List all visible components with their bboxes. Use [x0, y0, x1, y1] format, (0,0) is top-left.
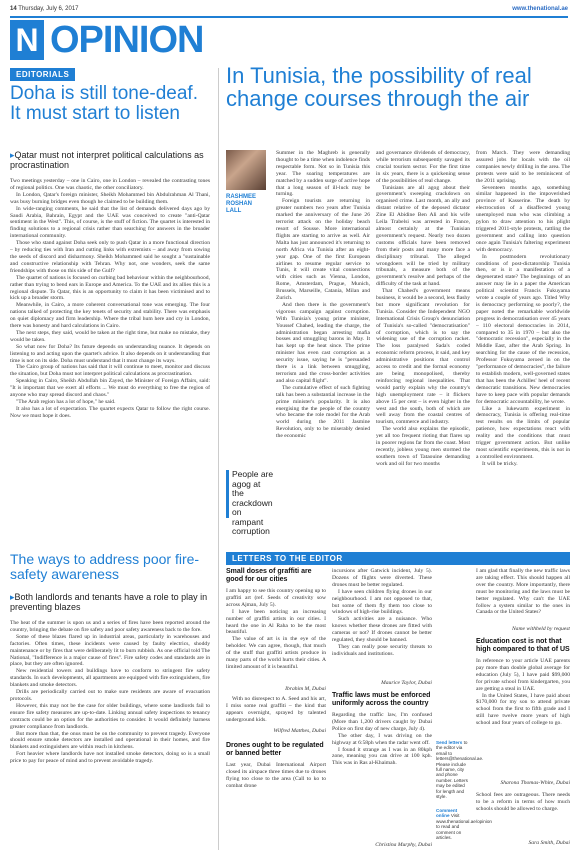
- author-photo: [226, 150, 266, 190]
- editorial-body: [10, 178, 210, 430]
- paragraph: So what now for Doha? Its future depends on understanding nuance. It depends on listening to and acting upon the quartet's advice. It also depends on it understanding that time is not on its side. Doha must understand that it must change its ways.: [10, 343, 210, 364]
- letter-signature: Sharona Thomas-White, Dubai: [500, 780, 570, 786]
- editorial2-standfirst-text: Both landlords and tenants have a role to play in preventing blazes: [10, 592, 208, 613]
- letter-body: [476, 658, 570, 778]
- paragraph: I am happy to see this country opening up to graffiti art (ref. Seeds of creativity sow across Ajman, July 5).: [226, 588, 326, 608]
- paragraph: The quartet of nations is focused on curbing bad behaviour within the neighbourhood, rather than trying to bend ears in Europe and America. To the UAE and its allies this is a regional dispute. To Qatar, this is an opportunity to claim it has been victimised and to kick up a broader storm.: [10, 274, 210, 302]
- paragraph: Last year, Dubai International Airport closed its airspace three times due to drones flying too close to the area (Call to ko to combat drone: [226, 762, 326, 789]
- letter-signature: Sara Smith, Dubai: [528, 840, 570, 846]
- paragraph: Like a lukewarm experiment in democracy, Tunisia is offering real-time test results on the limits of popular patience, how expectations react with reality and the conditions that must trigger government action. But unlike most scientific experiments, this is not in a controlled environment.: [476, 405, 570, 460]
- send-letters-label: Send letters: [436, 740, 463, 745]
- pull-quote-bar: [226, 470, 229, 518]
- paragraph: In the United States, I have paid about $170,000 for my son to attend private school from the first to fifth grade and I still have twelve more years of high school and four years of college to go.: [476, 692, 570, 727]
- paragraph: The Cairo group of nations has said that it will continue to meet, monitor and discuss the situation, but Doha must not interpret political calculations as procrastination.: [10, 364, 210, 378]
- paragraph: and governance dividends of democracy, while terrorism subsequently savaged its crucial tourism sector. For the first time in six years, there is a quickening sense of the possibilities of real change.: [376, 150, 470, 184]
- page-header: [10, 6, 568, 16]
- comment-online-label: Comment online: [436, 808, 458, 819]
- paragraph: Some of these blazes flared up in industrial areas, particularly in warehouses and factories. Often times, these incidents were caused by faulty electrics, shoddy maintenance or by fires that were deliberately lit to burn rubbish. As one official told The National, "Indifference is a major cause of fires". Fire safety codes and standards are in place, but they are often ignored.: [10, 633, 210, 668]
- paragraph: New residential towers and buildings have to conform to stringent fire safety standards. In such developments, all apartments are equipped with fire extinguishers, fire blankets and smoke detectors.: [10, 668, 210, 689]
- paragraph: Summer in the Maghreb is generally thought to be a time when indolence finds respectable form. Not so in Tunisia this year. The soaring temperatures are matched by a sudden surge of active hope that a long season of ill-luck may be turning.: [276, 150, 370, 198]
- editorial2-headline: The ways to address poor fire-safety awareness: [10, 551, 200, 582]
- paragraph: I am glad that finally the new traffic laws are taking effect. This should happen all over the country. More importantly, there must be monitoring and the laws must be better regulated. Why can't the UAE follow a system similar to the ones in Canada or the United States?: [476, 568, 570, 616]
- letter-body: [226, 696, 326, 726]
- pull-quote: People are agog at the crackdown on rampant corruption: [232, 469, 274, 536]
- column-divider: [218, 68, 219, 850]
- paragraph: With no disrespect to A. Seed and his art, I miss some real graffiti – the kind that appears overnight, sprayed by talented underground kids.: [226, 696, 326, 723]
- paragraph: Seventeen months ago, something similar happened in the impoverished province of Kasserine. The death by electrocution of a disaffected young unemployed man who was climbing a pylon to draw attention to his plight triggered 2011-style protests, rattling the government and calling into question once again Tunisia's faltering experiment with democracy.: [476, 184, 570, 253]
- paragraph: They can really pose security threats to individuals and institutions.: [332, 643, 432, 657]
- column-body-1: [276, 150, 370, 546]
- paragraph: Meanwhile, in Cairo, a more coherent conversational tone was emerging. The four nations talked of protecting the key tenets of security and stability. There was emphasis on quiet diplomacy and firm leadership. Where the tribal hum here and cry in London, there was honesty and hard calculations in Cairo.: [10, 302, 210, 330]
- letter-body: [332, 712, 432, 840]
- paragraph: It will be tricky.: [482, 460, 518, 467]
- letter-signature: Name withheld by request: [511, 626, 570, 632]
- letter-headline: Drones ought to be regulated or banned better: [226, 742, 324, 757]
- editorial2-body: [10, 620, 210, 850]
- author-name: RASHMEE ROSHAN LALL: [226, 194, 257, 214]
- paragraph: Fort heavier where landlords have not installed smoke detectors, doing so is a small price to pay for peace of mind and to prevent avoidable tragedy.: [10, 751, 210, 765]
- send-letters-note: [436, 740, 484, 800]
- paragraph: The world also explains the episodic, yet all too frequent rioting that flares up in poorer regions far from the coast. Most recently, jobless young men stormed the southern town of Tataouine demanding work and oil for two months: [376, 426, 470, 467]
- letter-body: [226, 762, 326, 850]
- editorial-headline: Doha is still tone-deaf. It must start to listen: [10, 83, 198, 124]
- comment-online-note: [436, 808, 492, 841]
- paragraph: The next steps, they said, would be taken at the right time, but make no mistake, they would be taken.: [10, 329, 210, 343]
- page-number: 14: [10, 6, 17, 12]
- letter-signature: Maurice Taylor, Dubai: [381, 680, 432, 686]
- paragraph: Those who stand against Doha seek only to push Qatar in a more functional direction – by reducing ties with Iran and cutting links with extremists – and away from sowing the seeds of discord and disharmony. Sheikh Mohammed said he sought a "sustainable and constructive relationship with Tehran. Why not, one wonders, seek the same friendships with those on this side of the Gulf?: [10, 240, 210, 274]
- paragraph: In wide-ranging comments, he said that the list of demands delivered days ago by Saudi Arabia, Bahrain, Egypt and the UAE was conceived to create "anti-Qatar sentiment in the West". This, of course, is the stuff of fiction. The quartet is interested in finding solutions to a regional crisis rather than searching for answers in the broader international community.: [10, 205, 210, 240]
- letter-headline: Traffic laws must be enforced uniformly across the country: [332, 692, 431, 707]
- paragraph: In reference to your article UAE parents pay more than double global average for education (July 5), I have paid $99,000 for private school from kindergarten, you are getting a steal in UAE.: [476, 658, 570, 692]
- paragraph: I have seen children flying drones in our neighbourhood. I am not opposed to that, but some of them fly them too close to windows of high-rise buildings.: [332, 588, 432, 616]
- editorial2-standfirst: ▸Both landlords and tenants have a role to play in preventing blazes: [10, 592, 208, 613]
- letter-body: [476, 568, 570, 624]
- paragraph: It also has a lot of expectation. The quartet expects Qatar to follow the right course. Now we must hope it does.: [10, 405, 210, 419]
- editorials-tab: EDITORIALS: [10, 68, 75, 81]
- letters-tab: LETTERS TO THE EDITOR: [226, 552, 570, 565]
- paragraph: In London, Qatar's foreign minister, Sheikh Mohammed bin Abdulrahman Al Thani, was busy burning bridges even though he claimed to be building them.: [10, 191, 210, 205]
- site-link[interactable]: www.thenational.ae: [512, 6, 568, 12]
- section-title: OPINION: [50, 19, 204, 61]
- paragraph: Such activities are a nuisance. Who knows whether these drones are fitted with cameras or not? If drones cannot be better regulated, they should be banned.: [332, 616, 432, 644]
- page-meta: [10, 6, 79, 12]
- letter-signature: Wilfred Matthes, Dubai: [273, 728, 326, 734]
- column-body-3: [476, 150, 570, 546]
- paragraph: And then there is the government's vigorous campaign against corruption. With Tunisia's young prime minister, Youssef Chahed, leading the charge, the administration began arresting mafia bosses and smuggling barons in May. It has kept up the heat since. The prime minister has even cast corruption as a security issue, saying he is "persuaded there is a link between smuggling, terrorism and the cross-border activities and also capital flight".: [276, 301, 370, 384]
- paragraph: incursions after Gatwick incident, July 5). Dozens of flights were diverted. These drones must be better regulated.: [332, 568, 432, 588]
- letter-body: [476, 792, 570, 832]
- paragraph: School fees are outrageous. There needs to be a reform in terms of how much schools should be allowed to charge.: [476, 792, 570, 812]
- paragraph: The heat of the summer is upon us and a series of fires have been reported around the country, bringing the debate on fire safety and poor safety awareness back to the fore.: [10, 620, 210, 633]
- paragraph: Drills are periodically carried out to make sure residents are aware of evacuation protocols.: [10, 689, 210, 702]
- column-body-2: [376, 150, 470, 546]
- paragraph: That Chahed's government means business, it would be a second, less flashy but more significant revolution for Tunisia. Consider the Independent NGO International Crisis Group's denunciation of Tunisia's so-called "democratisation" of corruption, which is to say the widening use of the corruption racket. The loss paralysed Sada's coded economic reform process, it said, and key administrative positions that control access to credit and the formal economy are being monopolised, thereby reinforcing regional inequalities. That would partly explain why the country's high unemployment rate – it flickers above 15 per cent – is even higher in the west and the south, both of which are well away from the coastal centres of tourism, commerce and industry.: [376, 288, 470, 426]
- logo-icon: N: [10, 20, 44, 60]
- paragraph: But more than that, the onus must be on the community to prevent tragedy. Everyone should ensure smoke detectors are installed and operational in their homes, and fire blankets and extinguishers are within reach in kitchens.: [10, 730, 210, 751]
- paragraph: Speaking in Cairo, Sheikh Abdullah bin Zayed, the Minister of Foreign Affairs, said: "It is important that we exert all efforts ... We must do everything to free the region of anyone who may spread discord and chaos.": [10, 378, 210, 399]
- paragraph: The other day, I was driving on the highway at 6:58ph when the radar went off.: [332, 732, 432, 746]
- letter-body: [332, 568, 432, 678]
- letter-signature: Ibrahim M, Dubai: [285, 686, 326, 692]
- letter-signature: Christina Murphy, Dubai: [375, 842, 432, 848]
- paragraph: However, this may not be the case for older buildings, where some landlords fail to ensure fire safety measures are up-to-date. Linking annual safety inspections to tenancy contracts could be an option for the authorities to consider. It would definitely harness greater compliance from landlords.: [10, 702, 210, 730]
- letter-headline: Education cost is not that high compared to that of US: [476, 638, 570, 653]
- comment-online-text: Visit www.thenational.ae/opinion to read and comment on articles.: [436, 813, 492, 841]
- paragraph: In postmodern revolutionary conditions of post-dictatorship Tunisia then, or is it a manifestation of a degenerated state? The beginnings of an answer may lie in a paper the American political scientist Francis Fukuyama wrote a couple of years ago. Titled Why is democracy performing so poorly?, the paper noted the remarkable worldwide progress in democratisation over 45 years – 110 electoral democracies in 2014, compared to 35 in 1970 – but also the "democratic recession", especially in the Middle East, after the Arab Spring. In searching for the cause of the recession, Professor Fukuyama zeroed in on the "performance of democracies", the failure to establish modern, well-governed states that has been the Achilles' heel of recent democratic transitions. New democracies have to keep pace with popular demands for democratic accountability, he wrote.: [476, 253, 570, 405]
- paragraph: I have been noticing an increasing number of graffiti artists in our cities. I heard the one in Al Raha to be the most beautiful.: [226, 608, 326, 636]
- letter-body: [226, 588, 326, 684]
- paragraph: Two meetings yesterday – one in Cairo, one in London – revealed the contrasting tones of regional politics. One was chaotic, the other conciliatory.: [10, 178, 210, 191]
- paragraph: Foreign tourists are returning in greater numbers two years after Tunisia marked the anniversary of the June 26 terrorist attack on the holiday beach resort of Sousse. More international flights are starting to arrive as well. Air Malta has just announced it's returning to north Africa via Tunisia after an eight-year gap. One of the first European airlines to resume regular service to Tunis, it will create vital connections with cities such as Vienna, London, Rome, Amsterdam, Prague, Munich, Brussels, Marseille, Catania, Milan and Zurich.: [276, 198, 370, 302]
- send-letters-text: to the editor via email to letters@thenational.ae. Please include full name, city and phone number. Letters may be edited for length and style.: [436, 740, 484, 800]
- issue-date: Thursday, July 6, 2017: [18, 6, 79, 12]
- editorial-standfirst-text: Qatar must not interpret political calculations as procrastination: [10, 150, 204, 171]
- paragraph: The cumulative effect of such fighting talk has been a substantial increase in the prime minister's popularity. It is also energising the the people of the country who became the role model for the Arab world during the 2011 Jasmine Revolution, only to be miserably denied the economic: [276, 384, 370, 440]
- column-headline: In Tunisia, the possibility of real change courses through the air: [226, 63, 532, 112]
- paragraph: "The Arab region has a lot of hope," he said.: [16, 399, 116, 405]
- paragraph: I found it strange as I was in an 80kph zone, meaning you can drive at 100 kph. This was in Ras al-Khaimah.: [332, 746, 432, 767]
- paragraph: The value of art is in the eye of the beholder. We can agree, though, that much of the stuff that graffiti artists produce in many parts of the world hurts their cities. A limited amount of it is beautiful.: [226, 636, 326, 670]
- paragraph: from March. They were demanding assured jobs for locals with the oil companies newly drilling in the area. The protests were said to be reminiscent of the 2011 uprising.: [476, 150, 570, 184]
- letter-headline: Small doses of graffiti are good for our cities: [226, 568, 312, 583]
- paragraph: Regarding the traffic law, I'm confused (More than 1,200 drivers caught by Dubai Police on first day of new charge, July 4).: [332, 712, 432, 732]
- editorial-standfirst: ▸Qatar must not interpret political calculations as procrastination: [10, 150, 204, 171]
- paragraph: Tunisians are all agog about their government's sweeping crackdown on organised crime. Last month, an ally and distant relative of the deposed dictator Zine El Abidine Ben Ali and his wife Leila Trabelsi was arrested in France, almost certainly at the Tunisian government's request. Nearly two dozen customs officials have been removed from their posts and many more face a disciplinary tribunal. The alleged wrongdoers will be tried by military tribunals, a measure both of the government's resolve and perhaps of the difficulty of the task at hand.: [376, 184, 470, 288]
